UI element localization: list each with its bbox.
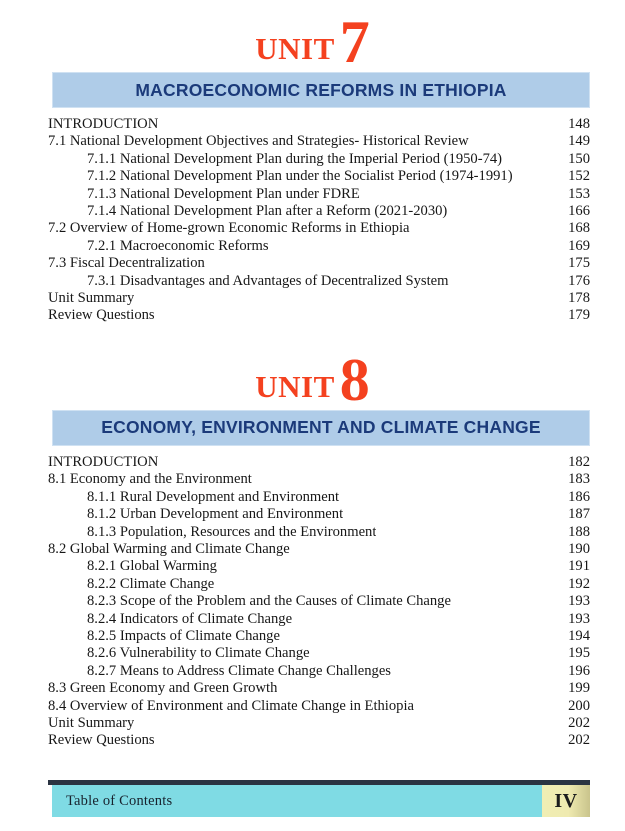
toc-entry[interactable] [48, 255, 590, 272]
unit-section-8 [0, 325, 625, 750]
footer-page-number: IV [554, 789, 578, 812]
toc-entry-label: 8.1.1 Rural Development and Environment [87, 488, 340, 505]
toc-entry-label: 8.3 Green Economy and Green Growth [48, 680, 278, 697]
toc-entry-page-number: 183 [568, 471, 590, 488]
toc-entry[interactable] [48, 628, 590, 645]
toc-entry[interactable] [48, 290, 590, 307]
toc-entry-page-number: 194 [568, 627, 590, 644]
toc-entry-page-number: 149 [568, 133, 590, 150]
toc-entry-label: 8.2.2 Climate Change [87, 575, 215, 592]
toc-entry[interactable] [48, 168, 590, 185]
toc-entry-page-number: 188 [568, 523, 590, 540]
toc-entry-page-number: 169 [568, 237, 590, 254]
toc-entry-page-number: 166 [568, 203, 590, 220]
unit-title-text: ECONOMY, ENVIRONMENT AND CLIMATE CHANGE [101, 417, 541, 438]
unit-title-banner-7 [52, 72, 590, 108]
toc-entry-page-number: 199 [568, 680, 590, 697]
toc-entry-page-number: 168 [568, 220, 590, 237]
toc-entry[interactable] [48, 663, 590, 680]
unit-heading-8 [0, 346, 625, 413]
toc-entry[interactable] [48, 645, 590, 662]
page-footer [0, 780, 625, 817]
toc-entry-page-number: 176 [568, 272, 590, 289]
unit-title-text: MACROECONOMIC REFORMS IN ETHIOPIA [135, 79, 507, 100]
unit-word-label: UNIT [255, 31, 335, 66]
toc-entry[interactable] [48, 576, 590, 593]
toc-entry-page-number: 193 [568, 610, 590, 627]
unit-section-7 [0, 0, 625, 325]
toc-entry-label: 8.1.3 Population, Resources and the Environment [87, 523, 377, 540]
toc-entry[interactable] [48, 151, 590, 168]
toc-entry-label: 7.2 Overview of Home-grown Economic Reforms in Ethiopia [48, 220, 410, 237]
toc-list-unit-7 [48, 116, 590, 325]
toc-entry[interactable] [48, 558, 590, 575]
toc-entry-label: 8.2.3 Scope of the Problem and the Causes of Climate Change [87, 593, 451, 610]
toc-entry-label: 7.2.1 Macroeconomic Reforms [87, 237, 269, 254]
toc-entry-label: 8.2.1 Global Warming [87, 558, 217, 575]
footer-title: Table of Contents [66, 792, 173, 809]
unit-word-label: UNIT [255, 368, 335, 404]
toc-entry-page-number: 202 [568, 714, 590, 731]
toc-entry-page-number: 191 [568, 558, 590, 575]
toc-entry-label: Unit Summary [48, 714, 135, 731]
unit-heading-7 [0, 9, 625, 75]
toc-entry[interactable] [48, 506, 590, 523]
toc-entry[interactable] [48, 489, 590, 506]
toc-entry-page-number: 187 [568, 506, 590, 523]
footer-band [52, 785, 590, 817]
toc-entry[interactable] [48, 680, 590, 697]
toc-entry-label: 8.1.2 Urban Development and Environment [87, 506, 344, 523]
toc-entry[interactable] [48, 715, 590, 732]
unit-number-label: 8 [339, 346, 370, 413]
toc-entry-page-number: 179 [568, 307, 590, 324]
toc-entry-page-number: 186 [568, 488, 590, 505]
toc-entry-page-number: 152 [568, 168, 590, 185]
toc-entry[interactable] [48, 186, 590, 203]
toc-entry[interactable] [48, 732, 590, 749]
toc-entry-label: 7.1.2 National Development Plan under the Socialist Period (1974-1991) [87, 168, 513, 185]
toc-entry-label: INTRODUCTION [48, 116, 159, 132]
toc-entry-page-number: 175 [568, 255, 590, 272]
toc-entry[interactable] [48, 593, 590, 610]
toc-entry-label: 8.4 Overview of Environment and Climate Change in Ethiopia [48, 697, 414, 714]
toc-list-unit-8 [48, 454, 590, 750]
toc-entry-page-number: 200 [568, 697, 590, 714]
toc-entry[interactable] [48, 698, 590, 715]
toc-entry-page-number: 148 [568, 116, 590, 132]
unit-title-banner-8 [52, 410, 590, 446]
toc-entry-label: 8.2.4 Indicators of Climate Change [87, 610, 293, 627]
toc-entry-label: Review Questions [48, 307, 155, 324]
toc-entry-label: 7.1 National Development Objectives and Strategies- Historical Review [48, 133, 469, 150]
toc-entry-page-number: 182 [568, 453, 590, 470]
toc-entry-page-number: 190 [568, 540, 590, 557]
toc-entry-page-number: 153 [568, 185, 590, 202]
toc-entry[interactable] [48, 133, 590, 150]
toc-entry-label: 8.1 Economy and the Environment [48, 471, 252, 488]
toc-entry[interactable] [48, 611, 590, 628]
toc-entry[interactable] [48, 454, 590, 471]
toc-entry-label: INTRODUCTION [48, 453, 159, 470]
toc-entry[interactable] [48, 116, 590, 133]
toc-entry-page-number: 202 [568, 732, 590, 749]
toc-entry-page-number: 195 [568, 645, 590, 662]
toc-entry-page-number: 150 [568, 150, 590, 167]
toc-entry-page-number: 192 [568, 575, 590, 592]
toc-entry-label: 8.2.7 Means to Address Climate Change Challenges [87, 662, 391, 679]
toc-entry-label: Unit Summary [48, 290, 135, 307]
footer-page-box [542, 785, 590, 817]
unit-number-label: 7 [339, 9, 370, 75]
toc-entry-label: 7.3.1 Disadvantages and Advantages of Decentralized System [87, 272, 449, 289]
toc-entry[interactable] [48, 220, 590, 237]
toc-entry[interactable] [48, 541, 590, 558]
toc-entry-label: 7.1.3 National Development Plan under FDRE [87, 185, 360, 202]
toc-entry[interactable] [48, 471, 590, 488]
toc-entry-label: 7.3 Fiscal Decentralization [48, 255, 205, 272]
toc-entry-page-number: 196 [568, 662, 590, 679]
toc-entry[interactable] [48, 238, 590, 255]
toc-entry-page-number: 193 [568, 593, 590, 610]
toc-entry[interactable] [48, 524, 590, 541]
toc-entry[interactable] [48, 273, 590, 290]
toc-entry-label: 7.1.1 National Development Plan during the Imperial Period (1950-74) [87, 150, 503, 167]
toc-entry-label: 8.2.6 Vulnerability to Climate Change [87, 645, 310, 662]
toc-entry-label: 8.2 Global Warming and Climate Change [48, 540, 290, 557]
toc-entry-page-number: 178 [568, 290, 590, 307]
toc-entry[interactable] [48, 203, 590, 220]
toc-entry-label: 8.2.5 Impacts of Climate Change [87, 627, 280, 644]
toc-entry[interactable] [48, 307, 590, 324]
toc-entry-label: 7.1.4 National Development Plan after a Reform (2021-2030) [87, 203, 448, 220]
toc-entry-label: Review Questions [48, 732, 155, 749]
